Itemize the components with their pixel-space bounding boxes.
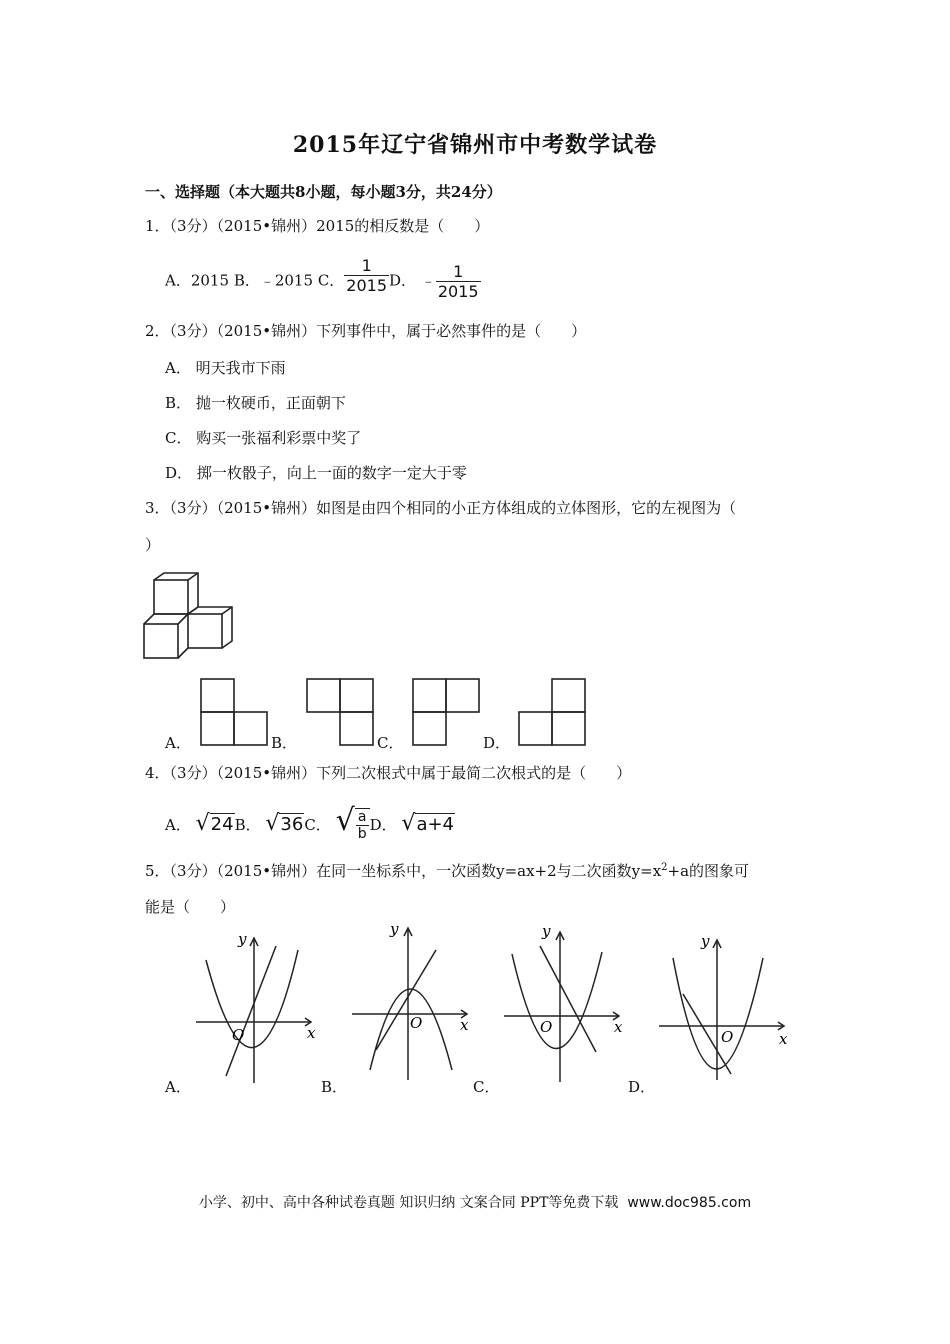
option-d-fraction — [436, 262, 481, 301]
footer-site-link[interactable]: www.doc985.com — [627, 1195, 752, 1211]
y-axis-label: y — [542, 922, 551, 940]
view-option-a — [200, 678, 268, 746]
stem-text: +a的图象可 — [667, 862, 750, 880]
option-d-sign: ﹣ — [420, 271, 436, 290]
option-a-label: A． — [165, 816, 191, 834]
option-a-radical: √24 — [195, 811, 234, 836]
option-label: C． — [165, 429, 192, 447]
question-5-option-a-label: A． — [165, 1078, 191, 1096]
option-text: 抛一枚硬币，正面朝下 — [195, 394, 346, 412]
question-1-options — [165, 256, 481, 301]
question-3-option-b-label: B． — [271, 734, 298, 752]
question-2-option-a — [165, 357, 286, 378]
question-2-option-c — [165, 427, 361, 448]
question-3-stem: 3．（3分）（2015•锦州）如图是由四个相同的小正方体组成的立体图形，它的左视图为（ — [145, 499, 737, 517]
fraction-numerator: 1 — [344, 256, 389, 276]
graph-option-c — [498, 922, 633, 1087]
option-b-text: ﹣2015 — [259, 271, 314, 290]
option-label: D． — [165, 464, 193, 482]
option-label: B． — [165, 394, 192, 412]
question-5-option-b-label: B． — [321, 1078, 348, 1096]
option-d-radical: √a+4 — [401, 811, 455, 836]
option-label: A． — [165, 359, 191, 377]
question-5-option-d-label: D． — [628, 1078, 656, 1096]
question-3-option-d-label: D． — [483, 734, 511, 752]
x-axis-label: x — [460, 1016, 469, 1034]
origin-label: O — [410, 1014, 423, 1032]
option-d-label: D． — [389, 271, 417, 290]
question-2-option-b — [165, 392, 346, 413]
question-5-option-c-label: C． — [473, 1078, 500, 1096]
question-2-stem: 2．（3分）（2015•锦州）下列事件中，属于必然事件的是（ ） — [145, 322, 587, 340]
x-axis-label: x — [614, 1018, 623, 1036]
question-5-stem — [145, 853, 810, 886]
footer — [0, 1192, 950, 1212]
question-3-option-a-label: A． — [165, 734, 191, 752]
option-a-label: A． — [165, 271, 191, 290]
footer-text: 小学、初中、高中各种试卷真题 知识归纳 文案合同 PPT等免费下载 — [198, 1195, 619, 1211]
option-b-radical: √36 — [265, 811, 304, 836]
view-option-d — [518, 678, 586, 746]
fraction-numerator: 1 — [436, 262, 481, 282]
question-4-options — [165, 803, 455, 842]
page-title: 2015年辽宁省锦州市中考数学试卷 — [292, 132, 658, 158]
cube-figure — [140, 570, 240, 665]
option-text: 购买一张福利彩票中奖了 — [196, 429, 362, 447]
exponent: 2 — [661, 862, 668, 873]
option-b-label: B． — [233, 271, 260, 290]
question-3-stem-continued: ） — [145, 536, 161, 554]
option-c-label: C． — [304, 816, 331, 834]
question-4-stem: 4．（3分）（2015•锦州）下列二次根式中属于最简二次根式的是（ ） — [145, 764, 632, 782]
section-header: 一、选择题（本大题共8小题，每小题3分，共24分） — [145, 183, 502, 201]
x-axis-label: x — [307, 1024, 316, 1042]
question-2-option-d — [165, 462, 467, 483]
graph-option-b — [348, 920, 483, 1085]
stem-text: 5．（3分）（2015•锦州）在同一坐标系中，一次函数y=ax+2与二次函数y=x — [145, 862, 662, 880]
option-c-radical: √ $\frac{a}{b}$ — [336, 814, 370, 835]
graph-option-d — [655, 930, 795, 1085]
fraction-numerator: a — [356, 809, 369, 826]
question-5-stem-continued: 能是（ ） — [145, 898, 236, 916]
fraction-denominator: 2015 — [346, 276, 388, 295]
origin-label: O — [232, 1026, 245, 1044]
option-d-label: D． — [369, 816, 397, 834]
question-1-stem: 1．（3分）（2015•锦州）2015的相反数是（ ） — [145, 217, 490, 235]
radicand: a+4 — [416, 814, 455, 835]
radicand: 36 — [280, 814, 304, 835]
fraction-denominator: b — [357, 826, 367, 842]
option-a-text: 2015 — [190, 271, 230, 290]
option-b-label: B． — [234, 816, 261, 834]
option-text: 明天我市下雨 — [195, 359, 286, 377]
option-c-label: C． — [317, 271, 345, 290]
view-option-b — [306, 678, 374, 746]
option-c-fraction — [344, 256, 389, 295]
origin-label: O — [540, 1018, 553, 1036]
y-axis-label: y — [390, 920, 399, 938]
fraction-denominator: 2015 — [437, 282, 479, 301]
origin-label: O — [721, 1028, 734, 1046]
graph-option-a — [190, 928, 325, 1088]
x-axis-label: x — [779, 1030, 788, 1048]
option-text: 掷一枚骰子，向上一面的数字一定大于零 — [196, 464, 467, 482]
y-axis-label: y — [238, 930, 247, 948]
radicand: 24 — [210, 814, 234, 835]
y-axis-label: y — [701, 932, 710, 950]
view-option-c — [412, 678, 480, 746]
question-3-option-c-label: C． — [377, 734, 404, 752]
